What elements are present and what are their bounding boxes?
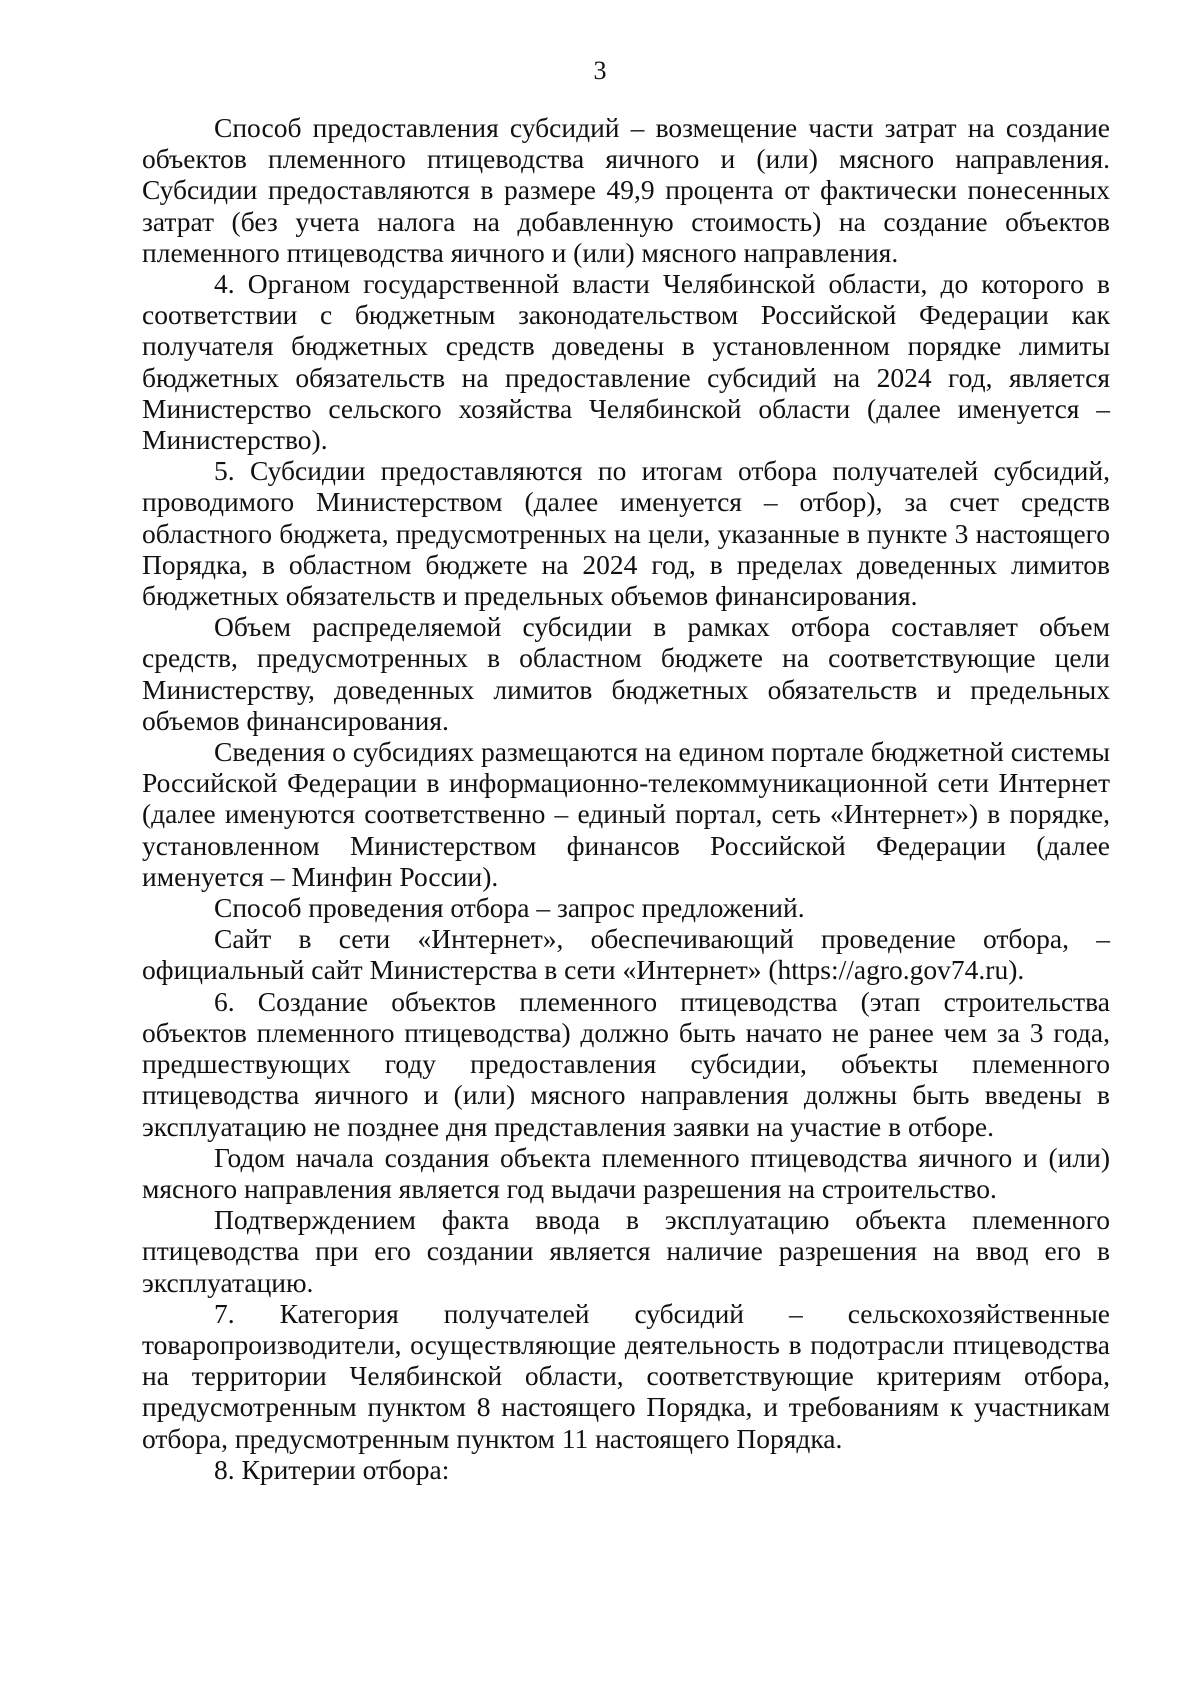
paragraph-item-5: 5. Субсидии предоставляются по итогам отбора получателей субсидий, проводимого Министерством (далее именуется – отбор), за счет средств областного бюджета, предусмотренных на цели, указанные в пункте 3 настоящего Порядка, в областном бюджете на 2024 год, в пределах доведенных лимитов бюджетных обязательств и предельных объемов финансирования. [142, 455, 1110, 612]
paragraph-item-4: 4. Органом государственной власти Челябинской области, до которого в соответствии с бюджетным законодательством Российской Федерации как получателя бюджетных средств доведены в установленном порядке лимиты бюджетных обязательств на предоставление субсидий на 2024 год, является Министерство сельского хозяйства Челябинской области (далее именуется – Министерство). [142, 268, 1110, 456]
document-body [142, 112, 1110, 1485]
paragraph-item-6: 6. Создание объектов племенного птицеводства (этап строительства объектов племенного птицеводства) должно быть начато не ранее чем за 3 года, предшествующих году предоставления субсидии, объекты племенного птицеводства яичного и (или) мясного направления должны быть введены в эксплуатацию не позднее дня представления заявки на участие в отборе. [142, 985, 1110, 1142]
paragraph-selection-site: Сайт в сети «Интернет», обеспечивающий проведение отбора, – официальный сайт Министерства в сети «Интернет» (https://agro.gov74.ru). [142, 923, 1110, 986]
paragraph-subsidy-volume: Объем распределяемой субсидии в рамках отбора составляет объем средств, предусмотренных в областном бюджете на соответствующие цели Министерству, доведенных лимитов бюджетных обязательств и предельных объемов финансирования. [142, 611, 1110, 736]
paragraph-item-7: 7. Категория получателей субсидий – сельскохозяйственные товаропроизводители, осуществляющие деятельность в подотрасли птицеводства на территории Челябинской области, соответствующие критериям отбора, предусмотренным пунктом 8 настоящего Порядка, и требованиям к участникам отбора, предусмотренным пунктом 11 настоящего Порядка. [142, 1297, 1110, 1454]
page-number: 3 [593, 56, 607, 85]
paragraph-subsidy-info: Сведения о субсидиях размещаются на едином портале бюджетной системы Российской Федерации в информационно-телекоммуникационной сети Интернет (далее именуются соответственно – единый портал, сеть «Интернет») в порядке, установленном Министерством финансов Российской Федерации (далее именуется – Минфин России). [142, 736, 1110, 892]
paragraph-start-year: Годом начала создания объекта племенного птицеводства яичного и (или) мясного направления является год выдачи разрешения на строительство. [142, 1141, 1110, 1204]
paragraph-commissioning: Подтверждением факта ввода в эксплуатацию объекта племенного птицеводства при его создании является наличие разрешения на ввод его в эксплуатацию. [142, 1204, 1110, 1298]
paragraph-selection-method: Способ проведения отбора – запрос предложений. [214, 892, 805, 924]
paragraph-subsidy-method: Способ предоставления субсидий – возмещение части затрат на создание объектов племенного птицеводства яичного и (или) мясного направления. Субсидии предоставляются в размере 49,9 процента от фактически понесенных затрат (без учета налога на добавленную стоимость) на создание объектов племенного птицеводства яичного и (или) мясного направления. [142, 112, 1110, 268]
paragraph-item-8: 8. Критерии отбора: [214, 1453, 450, 1485]
